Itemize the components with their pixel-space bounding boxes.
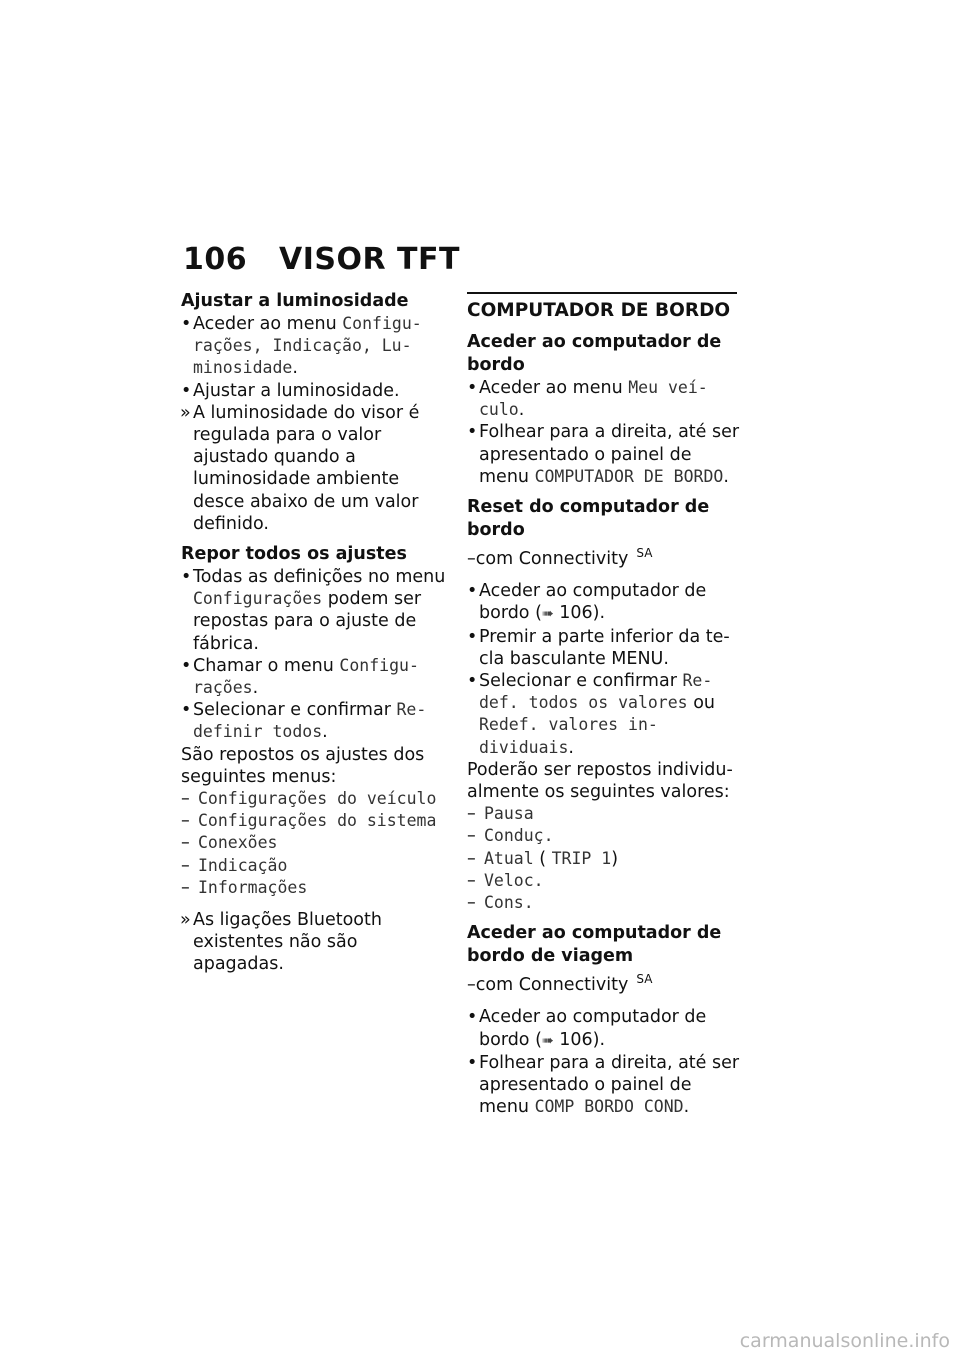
trip-step-1: • Aceder ao computador de bordo (➠ 106). — [467, 1006, 742, 1051]
trip-connectivity: –com Connectivity $^{SA}$ — [467, 972, 653, 996]
reset-paragraph: São repostos os ajustes dos seguintes menus: — [181, 744, 425, 787]
menu-name: Configurações — [193, 589, 323, 609]
reset-step-3: • Selecionar e confirmar Redef. todos os valores ou Redef. valores individuais. — [467, 670, 742, 759]
access-step-1: • Aceder ao menu Meu veículo. — [467, 377, 742, 421]
menu-list-item: – Informações — [181, 877, 446, 899]
menu-name: Redef. valores individuais — [479, 715, 658, 757]
brightness-result: » A luminosidade do visor é regulada para o valor ajustado quando a luminosidade ambiente desce abaixo de um valor definido. — [181, 402, 446, 535]
watermark: carmanualsonline.info — [739, 1330, 950, 1352]
heading-reset-all: Repor todos os ajustes — [181, 544, 407, 565]
value-list-item: – Pausa — [467, 803, 742, 825]
menu-name: COMPUTADOR DE BORDO — [534, 466, 724, 486]
page-number: 106 — [183, 242, 248, 277]
value-list-item: – Atual ( TRIP 1) — [467, 848, 742, 870]
menu-name: Configurações — [193, 655, 419, 698]
reset-connectivity: –com Connectivity $^{SA}$ — [467, 546, 653, 570]
menu-list-item: – Configurações do veículo — [181, 788, 446, 810]
reset-step-3: • Selecionar e confirmar Redefinir todos. — [181, 699, 446, 743]
reset-step-1: • Aceder ao computador de bordo (➠ 106). — [467, 580, 742, 625]
access-step-2: • Folhear para a direita, até ser apresentado o painel de menu COMPUTADOR DE BORDO. — [467, 421, 742, 488]
reset-step-2: • Chamar o menu Configurações. — [181, 655, 446, 699]
value-list-item: – Veloc. — [467, 870, 742, 892]
reset-step-2: • Premir a parte inferior da tecla basculante MENU. — [467, 626, 742, 670]
menu-list-item: – Conexões — [181, 832, 446, 854]
brightness-step-1: • Aceder ao menu Configurações, Indicação, Luminosidade. — [181, 313, 446, 380]
value-list-item: – Conduç. — [467, 825, 742, 847]
menu-name: COMP BORDO COND — [534, 1097, 684, 1117]
sa-badge: SA — [636, 546, 653, 561]
right-column — [467, 290, 742, 1118]
reset-result: » As ligações Bluetooth existentes não são apagadas. — [181, 909, 446, 976]
menu-path: Configurações, Indicação, Luminosidade — [193, 314, 422, 378]
sa-badge: SA — [636, 972, 653, 987]
menu-name: Redef. todos os valores — [479, 671, 713, 713]
reset-step-1: • Todas as definições no menu Configurações podem ser repostas para o ajuste de fábrica. — [181, 566, 446, 655]
reset-values-paragraph: Poderão ser repostos individualmente os seguintes valores: — [467, 759, 733, 803]
left-column — [181, 290, 446, 976]
menu-name: Redefinir todos — [193, 700, 427, 742]
page-ref-arrow-icon: ➠ — [541, 606, 554, 623]
heading-access: Aceder ao computador de bordo — [467, 332, 722, 375]
brightness-step-2: • Ajustar a luminosidade. — [181, 380, 446, 402]
menu-list-item: – Configurações do sistema — [181, 810, 446, 832]
page-ref-arrow-icon: ➠ — [541, 1032, 554, 1049]
section-rule — [467, 292, 737, 294]
page-title: VISOR TFT — [279, 242, 460, 277]
value-list-item: – Cons. — [467, 892, 742, 914]
trip-step-2: • Folhear para a direita, até ser apresentado o painel de menu COMP BORDO COND. — [467, 1052, 742, 1119]
heading-reset: Reset do computador de bordo — [467, 497, 710, 541]
heading-trip: Aceder ao computador de bordo de viagem — [467, 923, 722, 967]
menu-name: Meu veículo — [479, 378, 708, 420]
page-header — [183, 242, 460, 277]
heading-brightness: Ajustar a luminosidade — [181, 291, 409, 311]
section-title: COMPUTADOR DE BORDO — [467, 300, 731, 321]
menu-list-item: – Indicação — [181, 855, 446, 877]
